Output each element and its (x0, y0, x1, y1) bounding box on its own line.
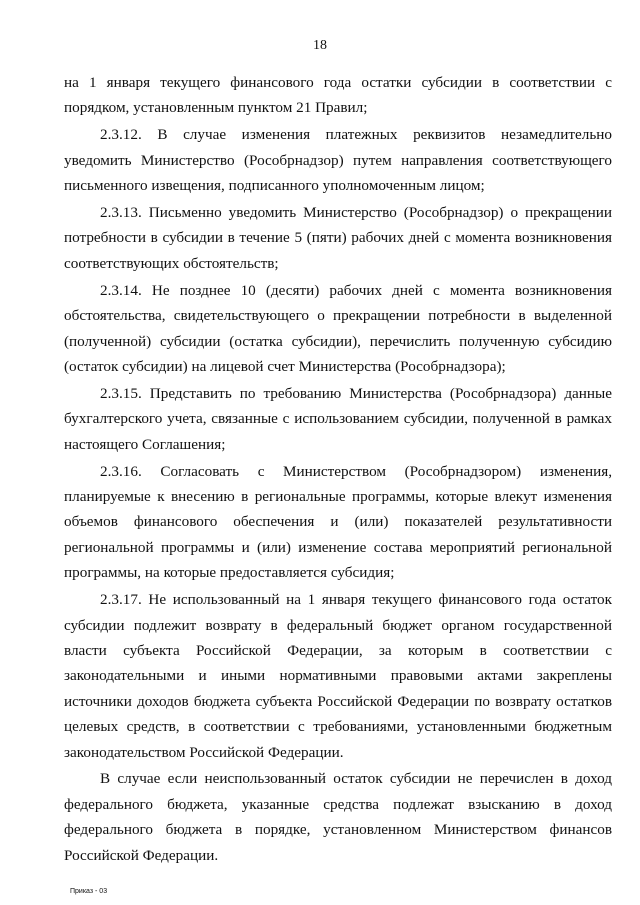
paragraph-2-3-12: 2.3.12. В случае изменения платежных реквизитов незамедлительно уведомить Министерство (Рособрнадзор) путем направления соответствующего письменного извещения, подписанного уполномоченным лицом; (64, 126, 612, 195)
paragraph-2-3-17: 2.3.17. Не использованный на 1 января текущего финансового года остаток субсидии подлежит возврату в федеральный бюджет органом государственной власти субъекта Российской Федерации, за которым в соответствии с законодательными и иными нормативными правовыми актами закреплены источники доходов бюджета субъекта Российской Федерации по возврату остатков целевых средств, в соответствии с требованиями, установленными бюджетным законодательством Российской Федерации. (64, 591, 612, 761)
paragraph-2-3-13: 2.3.13. Письменно уведомить Министерство (Рособрнадзор) о прекращении потребности в субсидии в течение 5 (пяти) рабочих дней с момента возникновения соответствующих обстоятельств; (64, 204, 612, 272)
document-body (64, 70, 612, 870)
paragraph-unused-balance: В случае если неиспользованный остаток субсидии не перечислен в доход федерального бюджета, указанные средства подлежат взысканию в доход федерального бюджета в порядке, установленном Министерством финансов Российской Федерации. (64, 770, 612, 864)
paragraph-2-3-16: 2.3.16. Согласовать с Министерством (Рособрнадзором) изменения, планируемые к внесению в региональные программы, которые влекут изменения объемов финансового обеспечения и (или) показателей результативности региональной программы и (или) изменение состава мероприятий региональной программы, на которые предоставляется субсидия; (64, 462, 612, 582)
page-number: 18 (313, 38, 327, 53)
footer-label: Приказ - 03 (70, 888, 108, 895)
paragraph-2-3-15: 2.3.15. Представить по требованию Министерства (Рособрнадзора) данные бухгалтерского учета, связанные с использованием субсидии, полученной в рамках настоящего Соглашения; (64, 384, 612, 453)
paragraph-2-3-14: 2.3.14. Не позднее 10 (десяти) рабочих дней с момента возникновения обстоятельства, свидетельствующего о прекращении потребности в выделенной (полученной) субсидии (остатка субсидии), перечислить полученную субсидию (остаток субсидии) на лицевой счет Министерства (Рособрнадзора); (64, 281, 612, 375)
paragraph-continuation: на 1 января текущего финансового года остатки субсидии в соответствии с порядком, установленным пунктом 21 Правил; (64, 74, 612, 117)
